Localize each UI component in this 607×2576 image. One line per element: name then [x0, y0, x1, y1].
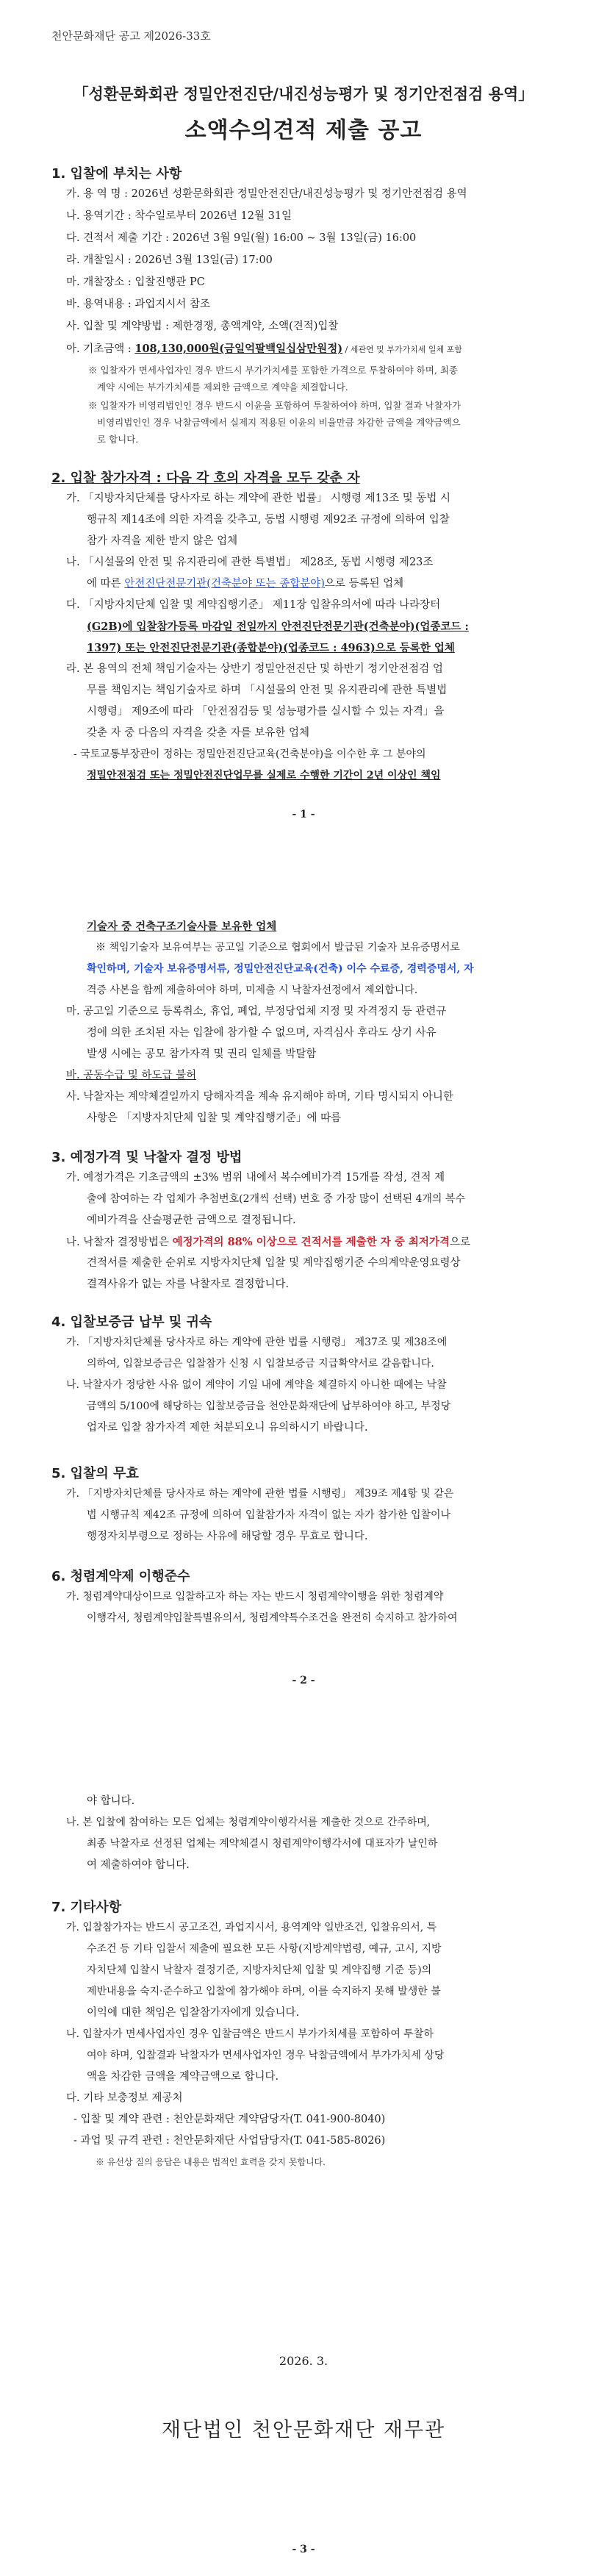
s7-ga-3: 자치단체 입찰시 낙찰자 결정기준, 지방자치단체 입찰 및 계약집행 기준 등)의 [87, 1964, 432, 1976]
s5-ga-1: 가. 「지방자치단체를 당사자로 하는 계약에 관한 법률 시행령」 제39조 제4항 및 같은 [66, 1488, 454, 1500]
s1-item-ra: 라. 개찰일시 : 2026년 3월 13일(금) 17:00 [66, 254, 273, 266]
base-amount-label: 아. 기초금액 : [66, 343, 135, 355]
s7-ga-5: 이익에 대한 책임은 입찰참가자에게 있습니다. [87, 2007, 300, 2019]
s2-sa-1: 사. 낙찰자는 계약체결일까지 당해자격을 계속 유지해야 하며, 기타 명시되지 아니한 [66, 1091, 453, 1103]
s6-na-3: 여 제출하여야 합니다. [87, 1859, 190, 1871]
page-number-1: - 1 - [292, 809, 315, 820]
s2-da-3: 1397) 또는 안전진단전문기관(종합분야)(업종코드 : 4963)으로 등록한 업체 [87, 642, 455, 654]
s3-na-1-highlight: 예정가격의 88% 이상으로 견적서를 제출한 자 중 최저가격 [172, 1236, 450, 1248]
issuing-organization: 재단법인 천안문화재단 재무관 [161, 2419, 446, 2441]
s1-note-1b: 계약 시에는 부가가치세를 제외한 금액으로 계약을 체결합니다. [97, 382, 348, 393]
s7-ga-2: 수조건 등 기타 입찰서 제출에 필요한 모든 사항(지방계약법령, 예규, 고시, 지방 [87, 1943, 442, 1955]
s2-na-1: 나. 「시설물의 안전 및 유지관리에 관한 특별법」 제28조, 동법 시행령 제23조 [66, 557, 434, 568]
section-7-heading: 7. 기타사항 [51, 1900, 122, 1915]
s2-ra-2: 무를 책임지는 책임기술자로 하며 「시설물의 안전 및 유지관리에 관한 특별법 [87, 684, 448, 696]
s7-da-3: - 과업 및 규격 관련 : 천안문화재단 사업담당자(T. 041-585-8026) [73, 2135, 386, 2147]
title-line-1: 「성환문화회관 정밀안전진단/내진성능평가 및 정기안전점검 용역」 [73, 85, 534, 103]
s3-na-3: 결격사유가 없는 자를 낙찰자로 결정합니다. [87, 1278, 290, 1290]
s2-ma-2: 정에 의한 조치된 자는 입찰에 참가할 수 없으며, 자격심사 후라도 상기 사유 [87, 1027, 437, 1039]
s1-item-a [66, 338, 573, 360]
s2-ma-1: 마. 공고일 기준으로 등록취소, 휴업, 폐업, 부정당업체 지정 및 자격정지 등 관련규 [66, 1006, 447, 1017]
s2-ma-3: 발생 시에는 공모 참가자격 및 권리 일체를 박탈함 [87, 1048, 317, 1060]
s2-ra-4: 갖춘 자 중 다음의 자격을 갖춘 자를 보유한 업체 [87, 727, 310, 739]
s2-ga-1: 가. 「지방자치단체를 당사자로 하는 계약에 관한 법률」 시행령 제13조 및 동법 시 [66, 493, 450, 504]
s3-ga-1: 가. 예정가격은 기초금액의 ±3% 범위 내에서 복수예비가격 15개를 작성, 견적 제 [66, 1172, 445, 1184]
s3-na-1 [66, 1231, 573, 1253]
s7-da-2: - 입찰 및 계약 관련 : 천안문화재단 계약담당자(T. 041-900-8040) [73, 2114, 386, 2125]
s4-na-2: 금액의 5/100에 해당하는 입찰보증금을 천안문화재단에 납부하여야 하고, 부정당 [87, 1400, 451, 1412]
s4-na-3: 업자로 입찰 참가자격 제한 처분되오니 유의하시기 바랍니다. [87, 1422, 368, 1434]
section-2-heading: 2. 입찰 참가자격 : 다음 각 호의 자격을 모두 갖춘 자 [51, 471, 360, 486]
s2-na-2 [87, 573, 594, 595]
s4-ga-1: 가. 「지방자치단체를 당사자로 하는 계약에 관한 법률 시행령」 제37조 및 제38조에 [66, 1337, 448, 1348]
notice-number: 천안문화재단 공고 제2026-33호 [51, 29, 211, 43]
s7-ga-4: 제반내용을 숙지·준수하고 입찰에 참가해야 하며, 이를 숙지하지 못해 발생한 불 [87, 1986, 441, 1997]
s1-item-da: 다. 견적서 제출 기간 : 2026년 3월 9일(월) 16:00 ~ 3월 13일(금) 16:00 [66, 232, 417, 244]
s3-na-1-pre: 나. 낙찰자 결정방법은 [66, 1237, 173, 1248]
section-3-heading: 3. 예정가격 및 낙찰자 결정 방법 [51, 1150, 243, 1165]
s1-note-1a: ※ 입찰자가 면세사업자인 경우 반드시 부가가치세를 포함한 가격으로 투찰하여야 하며, 최종 [88, 365, 458, 376]
s3-ga-2: 출에 참여하는 각 업체가 추첨번호(2개씩 선택) 번호 중 가장 많이 선택된 4개의 복수 [87, 1193, 465, 1205]
s2-na-2-highlight: 안전진단전문기관(건축분야 또는 종합분야) [124, 578, 325, 590]
s3-na-2: 견적서를 제출한 순위로 지방자치단체 입찰 및 계약집행기준 수의계약운영요령상 [87, 1257, 461, 1269]
s2-ra-6: 정밀안전점검 또는 정밀안전진단업무를 실제로 수행한 기간이 2년 이상인 책임 [87, 770, 441, 781]
page-number-2: - 2 - [292, 1675, 315, 1686]
s2-ra-5: - 국토교통부장관이 정하는 정밀안전진단교육(건축분야)을 이수한 후 그 분야의 [73, 748, 426, 760]
s1-note-2b: 비영리법인인 경우 낙찰금액에서 실제지 적용된 이윤의 비율만큼 차감한 금액을 계약금액으 [97, 417, 461, 428]
s1-item-sa: 사. 입찰 및 계약방법 : 제한경쟁, 총액계약, 소액(견적)입찰 [66, 321, 339, 332]
s2-na-2-pre: 에 따른 [87, 578, 125, 590]
s7-da-note: ※ 유선상 질의 응답은 내용은 법적인 효력을 갖지 못합니다. [96, 2157, 326, 2167]
s7-na-3: 액을 차감한 금액을 계약금액으로 합니다. [87, 2071, 279, 2083]
s5-ga-2: 법 시행규칙 제42조 규정에 의하여 입찰참가자 자격이 없는 자가 참가한 입찰이나 [87, 1509, 451, 1521]
s2-ra-note-1: ※ 책임기술자 보유여부는 공고일 기준으로 협회에서 발급된 기술자 보유증명서로 [96, 942, 460, 954]
s1-item-ga: 가. 용 역 명 : 2026년 성환문화회관 정밀안전진단/내진성능평가 및 정기안전점검 용역 [66, 188, 467, 200]
s2-ba-1: 바. 공동수급 및 하도급 불허 [66, 1070, 197, 1081]
s4-na-1: 나. 낙찰자가 정당한 사유 없이 계약이 기일 내에 계약을 체결하지 아니한 때에는 낙찰 [66, 1379, 447, 1391]
s2-ra-3: 시행령」 제9조에 따라 「안전점검등 및 성능평가를 실시할 수 있는 자격」을 [87, 706, 445, 718]
s2-da-2: (G2B)에 입찰참가등록 마감일 전일까지 안전진단전문기관(건축분야)(업종코드 : [87, 620, 469, 633]
s7-na-2: 여야 하며, 입찰결과 낙찰자가 면세사업자인 경우 낙찰금액에서 부가가치세 상당 [87, 2050, 445, 2061]
section-1-heading: 1. 입찰에 부치는 사항 [51, 166, 182, 182]
s3-na-1-post: 으로 [449, 1237, 470, 1248]
s6-ga-3: 야 합니다. [87, 1795, 135, 1807]
s6-na-1: 나. 본 입찰에 참여하는 모든 업체는 청렴계약이행각서를 제출한 것으로 간주하며, [66, 1817, 431, 1828]
s7-ga-1: 가. 입찰참가자는 반드시 공고조건, 과업지시서, 용역계약 일반조건, 입찰유의서, 특 [66, 1922, 437, 1933]
section-5-heading: 5. 입찰의 무효 [51, 1466, 139, 1481]
s5-ga-3: 행정자치부령으로 정하는 사유에 해당할 경우 무효로 합니다. [87, 1531, 368, 1542]
section-4-heading: 4. 입찰보증금 납부 및 귀속 [51, 1314, 212, 1330]
s2-sa-2: 사항은 「지방자치단체 입찰 및 계약집행기준」에 따름 [87, 1112, 342, 1124]
s6-na-2: 최종 낙찰자로 선정된 업체는 계약체결시 청렴계약이행각서에 대표자가 날인하 [87, 1838, 438, 1850]
s6-ga-2: 이행각서, 청렴계약입찰특별유의서, 청렴계약특수조건을 완전히 숙지하고 참가하여 [87, 1612, 458, 1624]
s1-note-2c: 로 합니다. [97, 434, 139, 445]
s2-ra-7: 기술자 중 건축구조기술사를 보유한 업체 [87, 920, 277, 933]
s2-da-1: 다. 「지방자치단체 입찰 및 계약집행기준」 제11장 입찰유의서에 따라 나라장터 [66, 599, 441, 611]
s2-ra-note-3: 격증 사본을 함께 제출하여야 하며, 미제출 시 낙찰자선정에서 제외합니다. [87, 984, 418, 996]
page-number-3: - 3 - [292, 2544, 315, 2555]
s4-ga-2: 의하여, 입찰보증금은 입찰참가 신청 시 입찰보증금 지급확약서로 갈음합니다. [87, 1358, 434, 1370]
s1-item-na: 나. 용역기간 : 착수일로부터 2026년 12월 31일 [66, 210, 292, 222]
s3-ga-3: 예비가격을 산술평균한 금액으로 결정됩니다. [87, 1214, 296, 1226]
s2-na-2-post: 으로 등록된 업체 [324, 578, 404, 590]
s2-ga-3: 참가 자격을 제한 받지 않은 업체 [87, 535, 238, 547]
s6-ga-1: 가. 청렴계약대상이므로 입찰하고자 하는 자는 반드시 청렴계약이행을 위한 청렴계약 [66, 1591, 444, 1603]
s2-ga-2: 행규칙 제14조에 의한 자격을 갖추고, 동법 시행령 제92조 규정에 의하여 입찰 [87, 514, 450, 526]
base-amount-note: / 세관연 및 부가가치세 일체 포함 [342, 345, 462, 354]
s1-note-2a: ※ 입찰자가 비영리법인인 경우 반드시 이윤을 포함하여 투찰하여야 하며, 입찰 결과 낙찰자가 [88, 400, 461, 411]
s1-item-ba: 바. 용역내용 : 과업지시서 참조 [66, 298, 211, 310]
notice-date: 2026. 3. [279, 2354, 328, 2368]
s2-ra-1: 라. 본 용역의 전체 책임기술자는 상반기 정밀안전진단 및 하반기 정기안전점검 업 [66, 663, 443, 675]
section-6-heading: 6. 청렴계약제 이행준수 [51, 1569, 190, 1584]
s1-item-ma: 마. 개찰장소 : 입찰진행관 PC [66, 276, 205, 288]
base-amount: 108,130,000원(금일억팔백일십삼만원정) [134, 343, 343, 355]
s2-ra-note-2: 확인하며, 기술자 보유증명서류, 정밀안전진단교육(건축) 이수 수료증, 경력증명서, 자 [87, 963, 474, 975]
s7-na-1: 나. 입찰자가 면세사업자인 경우 입찰금액은 반드시 부가가치세를 포함하여 투찰하 [66, 2028, 434, 2040]
title-line-2: 소액수의견적 제출 공고 [184, 118, 423, 143]
s7-da-1: 다. 기타 보충정보 제공처 [66, 2092, 183, 2104]
